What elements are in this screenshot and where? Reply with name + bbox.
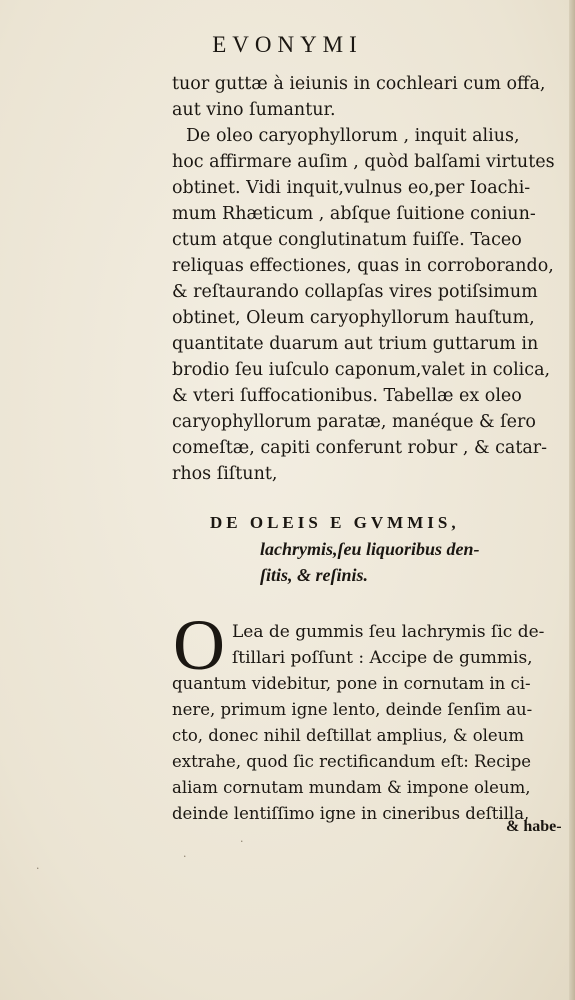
body-line: nere, primum igne lento, deinde ſenſim au-	[172, 700, 533, 719]
running-header: EVONYMI	[212, 32, 363, 57]
body-line: aliam cornutam mundam & impone oleum,	[172, 778, 531, 797]
page-edge	[569, 0, 575, 1000]
paper-fleck: ·	[240, 835, 244, 848]
body-line: extrahe, quod ſic rectificandum eſt: Recipe	[172, 752, 532, 771]
body-line: Lea de gummis ſeu lachrymis ſic de-	[232, 622, 545, 642]
text-line: tuor guttæ à ieiunis in cochleari cum offa,	[172, 74, 546, 94]
text-line: & reſtaurando collapſas vires potiſsimum	[172, 282, 538, 302]
text-line: ctum atque conglutinatum fuiſſe. Taceo	[172, 230, 522, 250]
section-subtitle: ſitis, & reſinis.	[260, 565, 369, 585]
body-line: ſtillari poſſunt : Accipe de gummis,	[232, 648, 533, 668]
text-line: comeſtæ, capiti conferunt robur , & catar-	[172, 438, 548, 458]
text-line: & vteri ſuffocationibus. Tabellæ ex oleo	[172, 386, 522, 406]
text-line: obtinet, Oleum caryophyllorum hauſtum,	[172, 308, 535, 328]
section-subtitle: lachrymis,ſeu liquoribus den-	[260, 539, 480, 559]
text-line: obtinet. Vidi inquit,vulnus eo,per Ioachi-	[172, 178, 531, 198]
text-line: brodio ſeu iuſculo caponum,valet in colica,	[172, 360, 551, 380]
text-line: mum Rhæticum , abſque ſuitione coniun-	[172, 204, 536, 224]
text-line: rhos ſiſtunt,	[172, 464, 278, 484]
text-line: aut vino ſumantur.	[172, 100, 336, 120]
body-line: deinde lentiſſimo igne in cineribus deſtilla,	[172, 804, 530, 823]
text-line: De oleo caryophyllorum , inquit alius,	[186, 126, 520, 146]
paper-fleck: ·	[36, 862, 40, 875]
section-title: DE OLEIS E GVMMIS,	[210, 513, 460, 532]
text-line: reliquas effectiones, quas in corroborando,	[172, 256, 554, 276]
drop-cap: O	[173, 605, 225, 685]
body-line: quantum videbitur, pone in cornutam in ci-	[172, 674, 531, 693]
paper-fleck: ·	[183, 850, 187, 863]
text-line: caryophyllorum paratæ, manéque & ſero	[172, 412, 536, 432]
text-line: quantitate duarum aut trium guttarum in	[172, 334, 539, 354]
text-line: hoc affirmare auſim , quòd balſami virtutes	[172, 152, 555, 172]
catchword: & habe-	[506, 818, 562, 835]
body-line: cto, donec nihil deſtillat amplius, & oleum	[172, 726, 524, 745]
